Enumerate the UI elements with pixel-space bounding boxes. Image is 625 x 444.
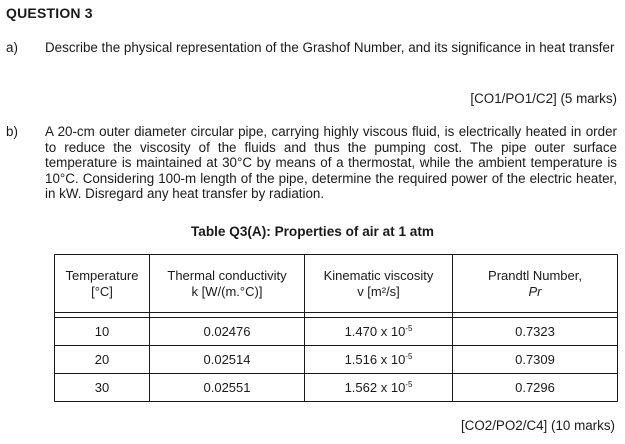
header-temperature-line1: Temperature [65,267,139,283]
viscosity-mantissa: 1.516 x 10 [344,352,406,367]
part-b-text: A 20-cm outer diameter circular pipe, carrying highly viscous fluid, is electrically heated in order to reduce the viscosity of the fluids and thus the pumping cost. The pipe outer surface temperature is maintained at 30°C by means of a thermostat, while the ambient temperature is 10°C. Considering 100-m length of the pipe, determine the required power of the electric heater, in kW. Disregard any heat transfer by radiation. [45,124,617,202]
viscosity-mantissa: 1.470 x 10 [344,324,406,339]
viscosity-exponent: -5 [405,324,413,333]
cell-prandtl: 0.7296 [453,374,618,402]
viscosity-exponent: -5 [405,380,413,389]
cell-prandtl: 0.7309 [453,346,618,374]
cell-conductivity: 0.02514 [150,346,305,374]
header-prandtl-line2: Pr [528,283,542,299]
cell-conductivity: 0.02551 [150,374,305,402]
viscosity-mantissa: 1.562 x 10 [344,380,406,395]
cell-temperature: 30 [55,374,150,402]
table-header-row [55,255,618,313]
cell-viscosity [305,374,453,402]
question-title: QUESTION 3 [6,5,93,21]
table-row [55,346,618,374]
part-a-label: a) [6,40,18,55]
header-prandtl [453,255,618,313]
header-conductivity-line2: k [W/(m.°C)] [191,283,263,299]
cell-temperature: 20 [55,346,150,374]
properties-table [54,254,618,402]
part-b-marks: [CO2/PO2/C4] (10 marks) [460,418,615,433]
part-a-marks: [CO1/PO1/C2] (5 marks) [470,91,617,106]
cell-temperature: 10 [55,318,150,346]
viscosity-exponent: -5 [405,352,413,361]
header-conductivity [150,255,305,313]
header-prandtl-line1: Prandtl Number, [488,267,582,283]
header-viscosity-line2: v [m²/s] [357,283,400,299]
table-caption: Table Q3(A): Properties of air at 1 atm [191,224,434,239]
header-temperature-line2: [°C] [91,283,113,299]
cell-viscosity [305,318,453,346]
header-viscosity-line1: Kinematic viscosity [323,267,434,283]
table-row [55,374,618,402]
header-temperature [55,255,150,313]
part-a-text: Describe the physical representation of the Grashof Number, and its significance in heat transfer [45,40,615,55]
table-row [55,318,618,346]
cell-prandtl: 0.7323 [453,318,618,346]
header-viscosity [305,255,453,313]
header-conductivity-line1: Thermal conductivity [167,267,287,283]
cell-viscosity [305,346,453,374]
part-b-label: b) [6,124,18,139]
cell-conductivity: 0.02476 [150,318,305,346]
